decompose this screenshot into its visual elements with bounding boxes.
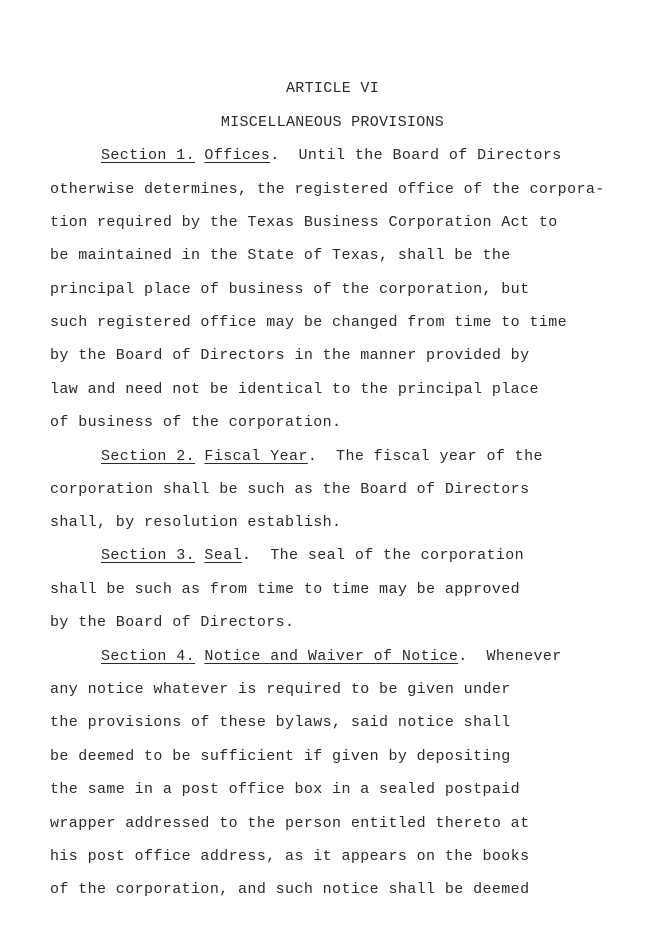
section-2-number: Section 2.	[101, 448, 196, 465]
section-3-line: shall be such as from time to time may be approved	[50, 581, 521, 598]
section-1-line: by the Board of Directors in the manner provided by	[50, 347, 530, 364]
article-title: ARTICLE VI	[285, 80, 379, 97]
section-2-heading: Fiscal Year	[204, 448, 308, 465]
section-4-line: his post office address, as it appears on the books	[50, 848, 530, 865]
section-4-line: any notice whatever is required to be given under	[50, 681, 511, 698]
section-4-first-line	[101, 648, 562, 665]
section-1-first-line	[101, 147, 562, 164]
section-1-line: be maintained in the State of Texas, shall be the	[50, 247, 511, 264]
section-1-line: otherwise determines, the registered office of the corpora-	[50, 181, 605, 198]
section-4-line: be deemed to be sufficient if given by depositing	[50, 748, 511, 765]
section-2-first-line-rest: . The fiscal year of the	[307, 448, 543, 465]
section-4-first-line-rest: . Whenever	[458, 648, 562, 665]
section-4-line: of the corporation, and such notice shall be deemed	[50, 881, 530, 898]
section-1-line: such registered office may be changed from time to time	[50, 314, 568, 331]
section-2-line: corporation shall be such as the Board of Directors	[50, 481, 530, 498]
section-4-line: wrapper addressed to the person entitled thereto at	[50, 815, 530, 832]
section-3-first-line	[101, 547, 524, 564]
section-4-number: Section 4.	[101, 648, 196, 665]
section-1-heading: Offices	[204, 147, 271, 164]
section-1-line: law and need not be identical to the principal place	[50, 381, 539, 398]
section-4-line: the provisions of these bylaws, said notice shall	[50, 714, 511, 731]
section-1-number: Section 1.	[101, 147, 196, 164]
section-4-heading: Notice and Waiver of Notice	[204, 648, 459, 665]
section-1-line: principal place of business of the corporation, but	[50, 281, 530, 298]
section-2-line: shall, by resolution establish.	[50, 514, 342, 531]
section-3-line: by the Board of Directors.	[50, 614, 295, 631]
section-4-line: the same in a post office box in a sealed postpaid	[50, 781, 521, 798]
section-3-number: Section 3.	[101, 547, 196, 564]
section-3-first-line-rest: . The seal of the corporation	[242, 547, 525, 564]
section-1-first-line-rest: . Until the Board of Directors	[270, 147, 562, 164]
section-3-heading: Seal	[204, 547, 243, 564]
section-2-first-line	[101, 448, 543, 465]
section-1-line: of business of the corporation.	[50, 414, 342, 431]
article-subtitle: MISCELLANEOUS PROVISIONS	[220, 114, 445, 131]
section-1-line: tion required by the Texas Business Corporation Act to	[50, 214, 558, 231]
